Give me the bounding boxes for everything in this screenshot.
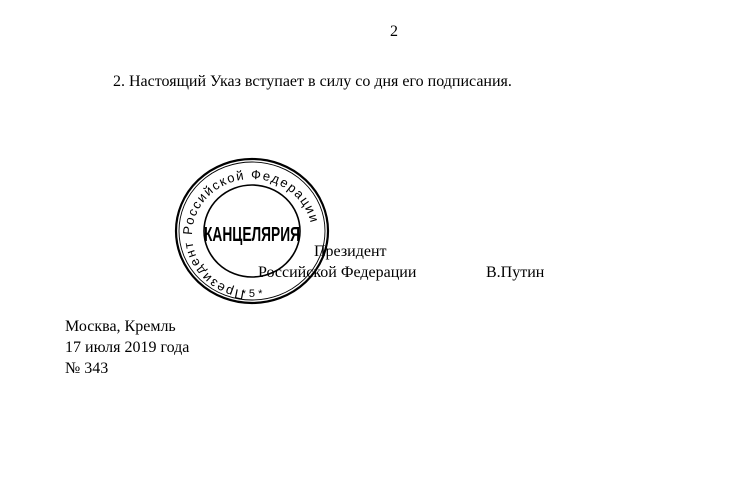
place-date-block bbox=[65, 316, 189, 379]
official-seal bbox=[174, 157, 330, 305]
seal-ring-text-path: Президент Российской Федерации bbox=[179, 166, 323, 303]
signatory-title-line1: Президент bbox=[314, 243, 387, 260]
date: 17 июля 2019 года bbox=[65, 339, 190, 356]
place: Москва, Кремль bbox=[65, 318, 176, 335]
signatory-title-line2: Российской Федерации bbox=[258, 264, 417, 281]
decree-number: № 343 bbox=[65, 360, 109, 377]
seal-center-text: КАНЦЕЛЯРИЯ bbox=[204, 222, 300, 246]
decree-paragraph: 2. Настоящий Указ вступает в силу со дня его подписания. bbox=[113, 73, 512, 90]
signatory-name: В.Путин bbox=[486, 264, 545, 281]
seal-graphic bbox=[174, 157, 330, 305]
seal-number: * 5 * bbox=[241, 288, 263, 300]
page-number: 2 bbox=[390, 23, 398, 40]
